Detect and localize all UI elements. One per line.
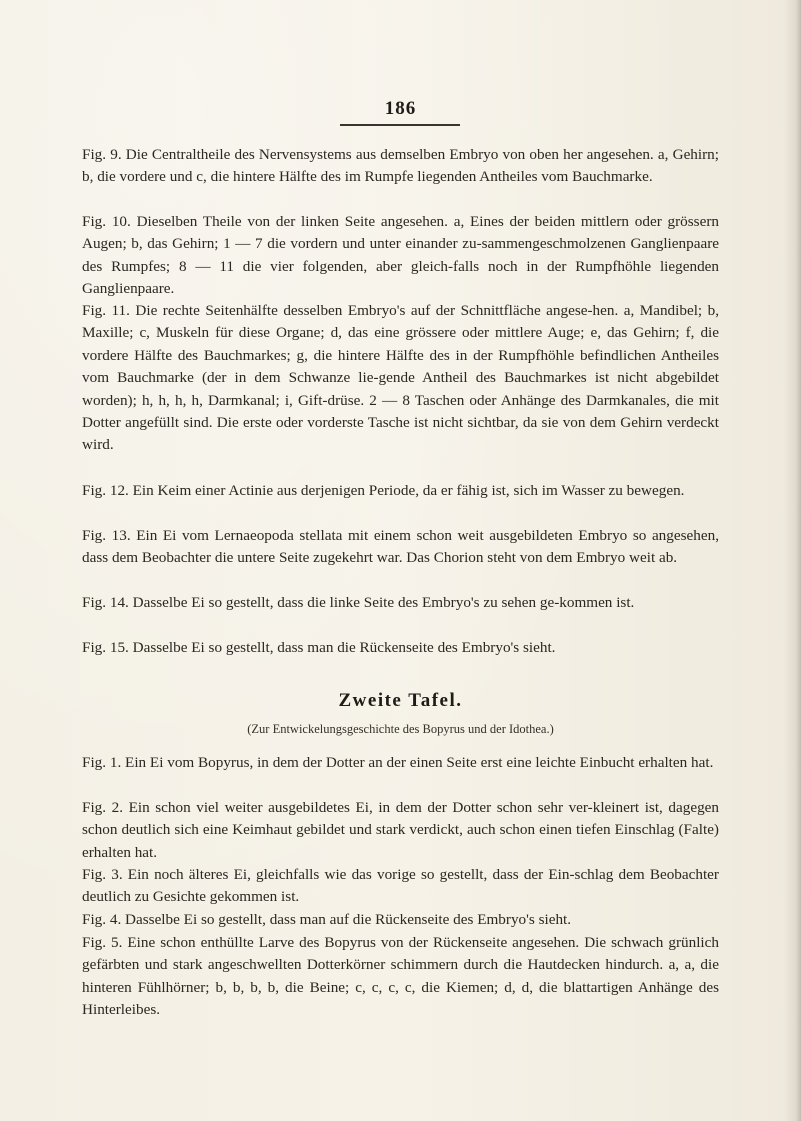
- caption-fig-15: Fig. 15. Dasselbe Ei so gestellt, dass man die Rückenseite des Embryo's sieht.: [82, 639, 556, 656]
- caption-tafel2-fig-4: Fig. 4. Dasselbe Ei so gestellt, dass man auf die Rückenseite des Embryo's sieht.: [82, 911, 572, 928]
- caption-fig-9: Fig. 9. Die Centraltheile des Nervensystems aus demselben Embryo von oben her angesehen. a, Gehirn; b, die vordere und c, die hintere Hälfte des im Rumpfe liegenden Antheiles vom Bauchmarke.: [82, 146, 719, 186]
- section-subtitle: (Zur Entwickelungsgeschichte des Bopyrus und der Idothea.): [247, 722, 554, 736]
- caption-tafel2-fig-2: Fig. 2. Ein schon viel weiter ausgebildetes Ei, in dem der Dotter schon sehr ver-kleinert ist, dagegen schon deutlich sich eine Keimhaut gebildet und stark verdickt, auch schon einen tiefen Einschlag (Falte) erhalten hat.: [82, 799, 719, 861]
- section-title: Zweite Tafel.: [338, 690, 463, 711]
- caption-fig-11: Fig. 11. Die rechte Seitenhälfte desselben Embryo's auf der Schnittfläche angese-hen. a, Mandibel; b, Maxille; c, Muskeln für diese Organe; d, das eine grössere oder mittlere Auge; e, das Gehirn; f, die vordere Hälfte des Bauchmarkes; g, die hintere Hälfte des in der Rumpfhöhle befindlichen Antheiles vom Bauchmarke (der in dem Schwanze lie-gende Antheil des Bauchmarkes ist nicht abgebildet worden); h, h, h, h, Darmkanal; i, Gift-drüse. 2 — 8 Taschen oder Anhänge des Darmkanales, die mit Dotter angefüllt sind. Die erste oder vorderste Tasche ist nicht sichtbar, da sie von dem Gehirn verdeckt wird.: [82, 302, 719, 454]
- page-edge-shadow: [783, 0, 801, 1121]
- caption-fig-10: Fig. 10. Dieselben Theile von der linken Seite angesehen. a, Eines der beiden mittlern oder grössern Augen; b, das Gehirn; 1 — 7 die vordern und unter einander zu-sammengeschmolzenen Ganglienpaare des Rumpfes; 8 — 11 die vier folgenden, aber gleich-falls noch in der Rumpfhöhle liegenden Ganglienpaare.: [82, 213, 719, 298]
- caption-fig-12: Fig. 12. Ein Keim einer Actinie aus derjenigen Periode, da er fähig ist, sich im Wasser zu bewegen.: [82, 482, 685, 499]
- caption-tafel2-fig-1: Fig. 1. Ein Ei vom Bopyrus, in dem der Dotter an der einen Seite erst eine leichte Einbucht erhalten hat.: [82, 754, 714, 771]
- caption-fig-13: Fig. 13. Ein Ei vom Lernaeopoda stellata mit einem schon weit ausgebildeten Embryo so angesehen, dass dem Beobachter die untere Seite zugekehrt war. Das Chorion steht von dem Embryo weit ab.: [82, 527, 719, 567]
- header-rule: [340, 124, 460, 126]
- page-number: 186: [384, 98, 417, 119]
- caption-tafel2-fig-3: Fig. 3. Ein noch älteres Ei, gleichfalls wie das vorige so gestellt, dass der Ein-schlag dem Beobachter deutlich zu Gesichte gekommen ist.: [82, 866, 719, 906]
- caption-fig-14: Fig. 14. Dasselbe Ei so gestellt, dass die linke Seite des Embryo's zu sehen ge-kommen ist.: [82, 594, 635, 611]
- caption-tafel2-fig-5: Fig. 5. Eine schon enthüllte Larve des Bopyrus von der Rückenseite angesehen. Die schwach grünlich gefärbten und stark angeschwellten Dotterkörner schimmern durch die Hautdecken hindurch. a, a, die hinteren Fühlhörner; b, b, b, b, die Beine; c, c, c, c, die Kiemen; d, d, die blattartigen Anhänge des Hinterleibes.: [82, 934, 719, 1019]
